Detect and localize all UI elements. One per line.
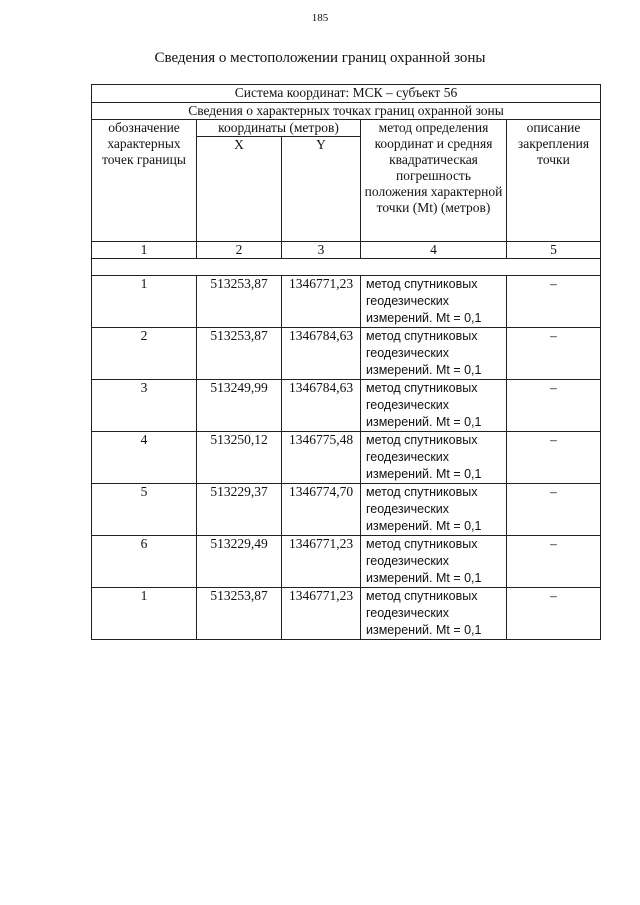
fixing-cell: –: [507, 588, 601, 640]
point-id: 2: [92, 328, 197, 380]
coord-x: 513250,12: [197, 432, 282, 484]
header-fixing: описание закрепления точки: [507, 120, 601, 242]
coord-y: 1346771,23: [282, 588, 361, 640]
table-row: [92, 588, 601, 640]
table-row: [92, 432, 601, 484]
table-row: [92, 328, 601, 380]
point-id: 6: [92, 536, 197, 588]
fixing-cell: –: [507, 536, 601, 588]
column-number: 4: [361, 242, 507, 259]
coord-x: 513253,87: [197, 276, 282, 328]
column-number: 3: [282, 242, 361, 259]
header-designation: обозначение характерных точек границы: [92, 120, 197, 242]
coord-y: 1346774,70: [282, 484, 361, 536]
method-cell: метод спутниковых геодезических измерений. Mt = 0,1: [361, 536, 507, 588]
coord-x: 513253,87: [197, 588, 282, 640]
document-title: Сведения о местоположении границ охранной зоны: [154, 50, 486, 66]
point-id: 3: [92, 380, 197, 432]
table-row: [92, 276, 601, 328]
coordinate-system-row: [92, 85, 601, 103]
column-number-row: [92, 242, 601, 259]
method-cell: метод спутниковых геодезических измерений. Mt = 0,1: [361, 276, 507, 328]
point-id: 1: [92, 588, 197, 640]
table-row: [92, 380, 601, 432]
header-coordinates: координаты (метров): [197, 120, 361, 137]
fixing-cell: –: [507, 484, 601, 536]
method-cell: метод спутниковых геодезических измерений. Mt = 0,1: [361, 588, 507, 640]
fixing-cell: –: [507, 328, 601, 380]
table-row: [92, 484, 601, 536]
blank-cell: [92, 259, 601, 276]
header-row: [92, 120, 601, 137]
coord-x: 513249,99: [197, 380, 282, 432]
fixing-cell: –: [507, 276, 601, 328]
column-number: 5: [507, 242, 601, 259]
header-y: Y: [282, 137, 361, 242]
coord-x: 513253,87: [197, 328, 282, 380]
boundary-points-table: [91, 84, 601, 640]
method-cell: метод спутниковых геодезических измерений. Mt = 0,1: [361, 484, 507, 536]
method-cell: метод спутниковых геодезических измерений. Mt = 0,1: [361, 380, 507, 432]
coord-y: 1346771,23: [282, 536, 361, 588]
coord-x: 513229,49: [197, 536, 282, 588]
coord-y: 1346775,48: [282, 432, 361, 484]
column-number: 1: [92, 242, 197, 259]
method-cell: метод спутниковых геодезических измерений. Mt = 0,1: [361, 328, 507, 380]
fixing-cell: –: [507, 380, 601, 432]
method-cell: метод спутниковых геодезических измерений. Mt = 0,1: [361, 432, 507, 484]
fixing-cell: –: [507, 432, 601, 484]
page-number: 185: [311, 12, 329, 24]
blank-row: [92, 259, 601, 276]
table-row: [92, 536, 601, 588]
coord-x: 513229,37: [197, 484, 282, 536]
column-number: 2: [197, 242, 282, 259]
point-id: 5: [92, 484, 197, 536]
coord-y: 1346784,63: [282, 328, 361, 380]
header-x: X: [197, 137, 282, 242]
coordinate-system: Система координат: МСК – субъект 56: [92, 85, 601, 103]
header-method: метод определения координат и средняя квадратическая погрешность положения характерной точки (Mt) (метров): [361, 120, 507, 242]
point-id: 4: [92, 432, 197, 484]
coord-y: 1346771,23: [282, 276, 361, 328]
table-subtitle: Сведения о характерных точках границ охранной зоны: [92, 103, 601, 120]
table-subtitle-row: [92, 103, 601, 120]
point-id: 1: [92, 276, 197, 328]
coord-y: 1346784,63: [282, 380, 361, 432]
